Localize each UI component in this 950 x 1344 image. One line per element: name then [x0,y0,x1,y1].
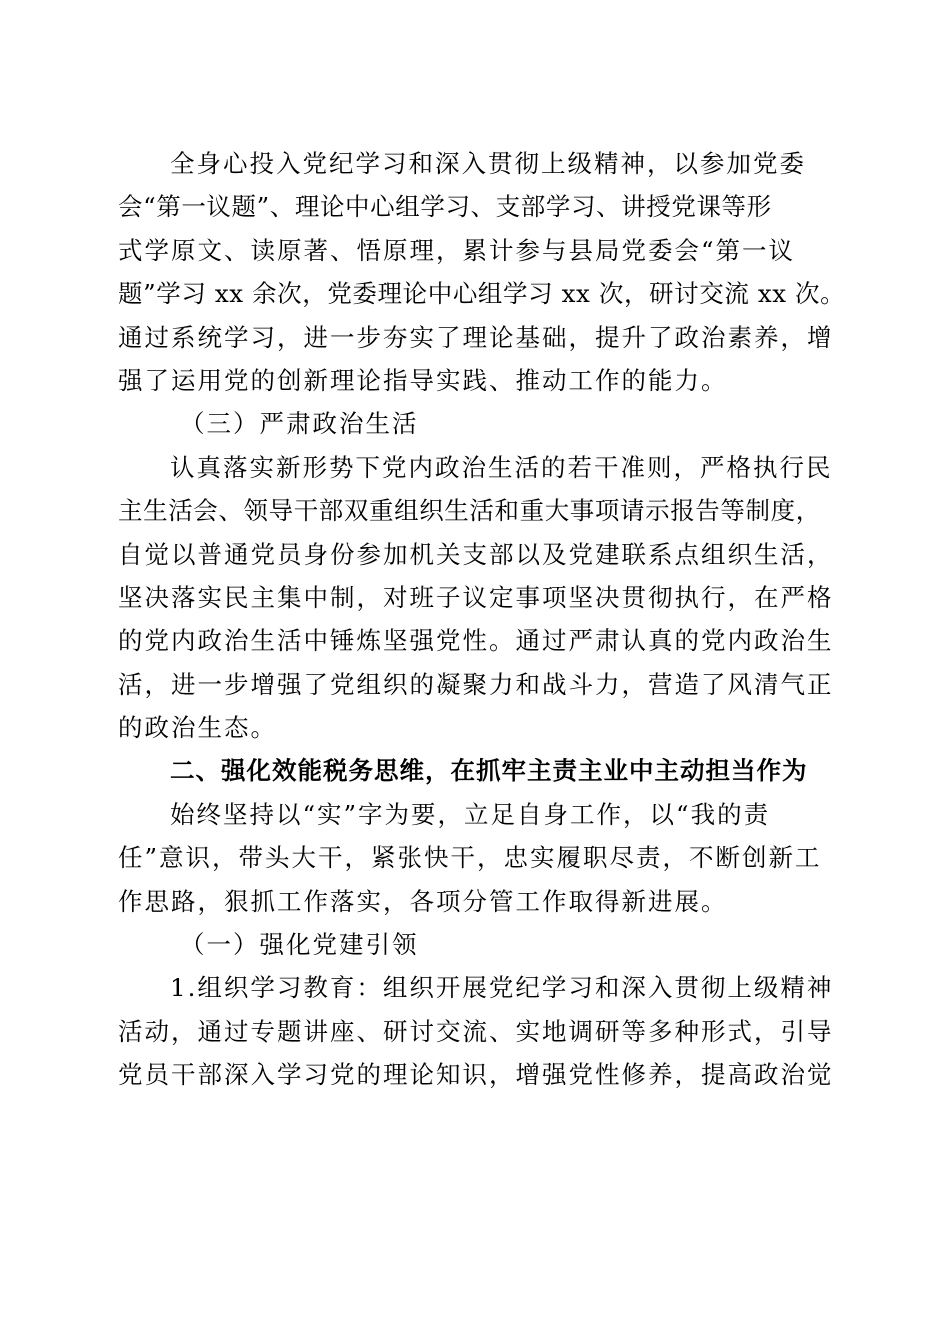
section-heading: （一）强化党建引领 [180,930,419,960]
paragraph-line: 主生活会、领导干部双重组织生活和重大事项请示报告等制度， [118,496,821,526]
paragraph-line: 的党内政治生活中锤炼坚强党性。通过严肃认真的党内政治生 [118,626,834,656]
paragraph-line: 1.组织学习教育：组织开展党纪学习和深入贯彻上级精神 [170,973,834,1003]
section-heading: （三）严肃政治生活 [180,409,419,439]
paragraph-line: 强了运用党的创新理论指导实践、推动工作的能力。 [118,365,728,395]
paragraph-line: 题”学习 xx 余次，党委理论中心组学习 xx 次，研讨交流 xx 次。 [118,279,846,309]
paragraph-line: 通过系统学习，进一步夯实了理论基础，提升了政治素养，增 [118,322,834,352]
paragraph-line: 活动，通过专题讲座、研讨交流、实地调研等多种形式，引导 [118,1016,834,1046]
paragraph-line: 自觉以普通党员身份参加机关支部以及党建联系点组织生活， [118,539,834,569]
paragraph-line: 坚决落实民主集中制，对班子议定事项坚决贯彻执行，在严格 [118,582,834,612]
paragraph-line: 党员干部深入学习党的理论知识，增强党性修养，提高政治觉 [118,1060,834,1090]
paragraph-line: 认真落实新形势下党内政治生活的若干准则，严格执行民 [170,452,833,482]
paragraph-line: 全身心投入党纪学习和深入贯彻上级精神，以参加党委 [170,149,806,178]
paragraph-line: 任”意识，带头大干，紧张快干，忠实履职尽责，不断创新工 [118,843,822,873]
paragraph-line: 的政治生态。 [118,713,277,743]
paragraph-line: 活，进一步增强了党组织的凝聚力和战斗力，营造了风清气正 [118,669,834,699]
document-body [118,142,846,1097]
chapter-heading: 二、强化效能税务思维，在抓牢主责主业中主动担当作为 [170,756,808,786]
paragraph-line: 式学原文、读原著、悟原理，累计参与县局党委会“第一议 [118,235,796,265]
paragraph-line: 作思路，狠抓工作落实，各项分管工作取得新进展。 [118,886,728,916]
paragraph-line: 会“第一议题”、理论中心组学习、支部学习、讲授党课等形 [118,192,772,222]
paragraph-line: 始终坚持以“实”字为要，立足自身工作，以“我的责 [170,799,771,829]
